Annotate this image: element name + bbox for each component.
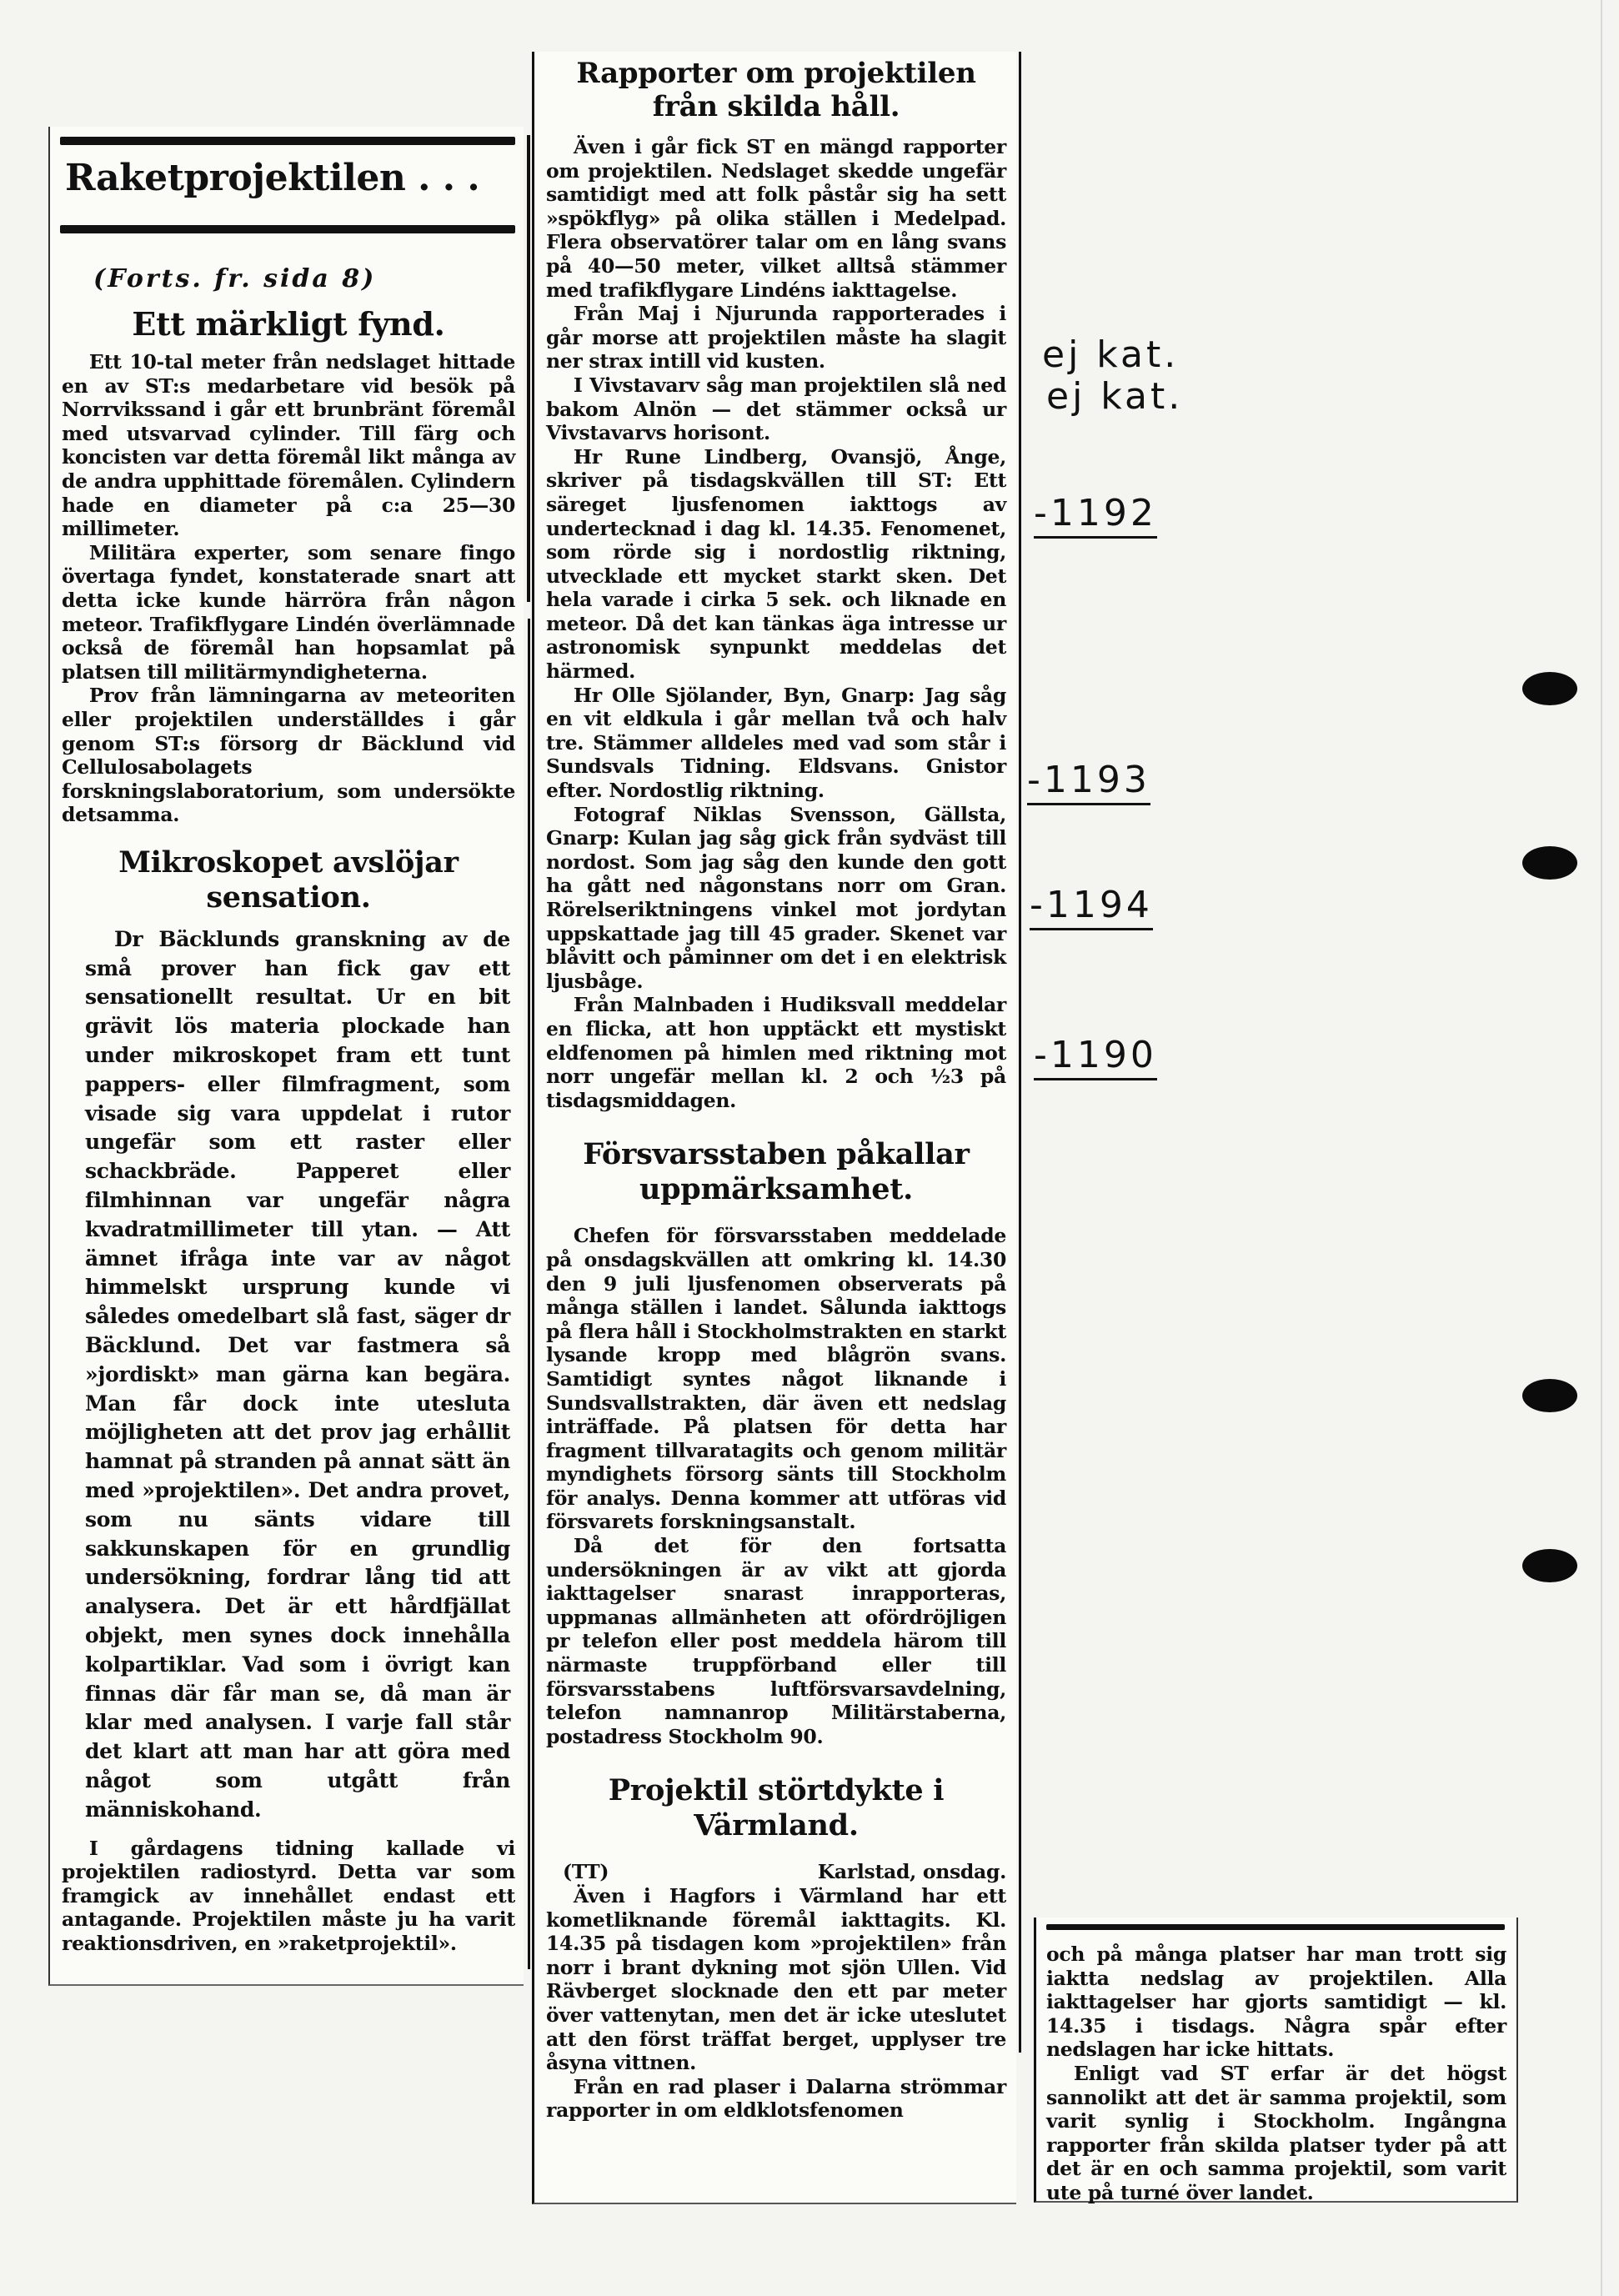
article-body [62, 300, 515, 1956]
binder-hole-icon [1522, 1379, 1577, 1412]
section-heading: Försvarsstaben påkallar uppmärksamhet. [583, 1137, 970, 1207]
section-heading: Projektil störtdykte i Värmland. [608, 1773, 945, 1843]
heading-rule-top [60, 137, 515, 145]
dateline [546, 1860, 1006, 1884]
column-rule [527, 135, 530, 602]
binder-hole-icon [1522, 846, 1577, 880]
column-rule [1019, 52, 1021, 2053]
paragraph: Ett 10-tal meter från nedslaget hittade en av ST:s medarbetare vid besök på Norrvikssand i går ett brunbränt föremål med utsvarvad cylinder. Till färg och koncisten var detta föremål likt många av de andra upphittade föremålen. Cylindern hade en diameter på c:a 25—30 millimeter. [62, 350, 515, 541]
article-body [546, 55, 1006, 2123]
paragraph: Även i Hagfors i Värmland har ett kometliknande föremål iakttagits. Kl. 14.35 på tisdagen kom »projektilen» från norr i brant dykning mot sjön Ullen. Vid Rävberget slocknade den ett par meter över vattenytan, men det är icke uteslutet att den först träffat berget, upplyser tre åsyna vittnen. [546, 1884, 1006, 2075]
binder-hole-icon [1522, 1549, 1577, 1582]
handwritten-note: -1192 [1034, 492, 1157, 539]
paragraph: Hr Olle Sjölander, Byn, Gnarp: Jag såg en vit eldkula i går mellan två och halv tre. Stämmer alldeles med vad som står i Sundsvals Tidning. Eldsvans. Gnistor efter. Nordostlig riktning. [546, 683, 1006, 803]
clipping-rapporter [532, 52, 1016, 2204]
paragraph: Från en rad plaser i Dalarna strömmar rapporter in om eldklotsfenomen [546, 2074, 1006, 2123]
paragraph: Enligt vad ST erfar är det högst sannolikt att det är samma projektil, som varit synlig i Stockholm. Ingångna rapporter från skilda platser tyder på att det är en och samma projektil, som varit ute på turné över landet. [1046, 2061, 1506, 2204]
handwritten-note: -1193 [1027, 759, 1150, 805]
paragraph: och på många platser har man trott sig iaktta nedslag av projektilen. Alla iakttagelser har gjorts samtidigt — kl. 14.35 i tisdags. Några spår efter nedslagen har icke hittats. [1046, 1943, 1506, 2062]
section-heading: Mikroskopet avslöjar sensation. [118, 845, 459, 915]
column-rule [528, 619, 530, 1969]
dateline-place: Karlstad, onsdag. [817, 1860, 1006, 1884]
paragraph: Från Maj i Njurunda rapporterades i går morse att projektilen måste ha slagit ner strax intill vid kusten. [546, 302, 1006, 373]
dateline-agency: (TT) [563, 1860, 609, 1884]
clipping-title: Raketprojektilen . . . [65, 157, 480, 199]
paragraph: Chefen för försvarsstaben meddelade på onsdagskvällen att omkring kl. 14.30 den 9 juli ljusfenomen observerats på många ställen i landet. Sålunda iakttogs på flera håll i Stockholmstrakten en starkt lysande kropp med blågrön svans. Samtidigt syntes något liknande i Sundsvallstrakten, där även ett nedslag inträffade. På platsen för detta har fragment tillvaratagits och genom militär myndighets försorg sänts till Stockholm för analys. Denna kommer att utföras vid försvarets forskningsanstalt. [546, 1224, 1006, 1534]
paragraph: Från Malnbaden i Hudiksvall meddelar en flicka, att hon upptäckt ett mystiskt eldfenomen på himlen med riktning mot norr ungefär mellan kl. 2 och ½3 på tisdagsmiddagen. [546, 993, 1006, 1112]
section-heading: Ett märkligt fynd. [132, 305, 445, 343]
handwritten-note: -1190 [1034, 1034, 1157, 1080]
heading-rule-top [1046, 1924, 1505, 1930]
paragraph: I Vivstavarv såg man projektilen slå ned bakom Alnön — det stämmer också ur Vivstavarvs horisont. [546, 373, 1006, 445]
paragraph: Militära experter, som senare fingo övertaga fyndet, konstaterade snart att detta icke kunde härröra från någon meteor. Trafikflygare Lindén överlämnade också de föremål han hopsamlat på platsen till militärmyndigheterna. [62, 540, 515, 684]
binder-hole-icon [1522, 672, 1577, 705]
paragraph: Dr Bäcklunds granskning av de små prover han fick gav ett sensationellt resultat. Ur en bit grävit lös materia plockade han under mikroskopet fram ett tunt pappers- eller filmfragment, som visade sig vara uppdelat i rutor ungefär som ett raster eller schackbräde. Papperet eller filmhinnan var ungefär några kvadratmillimeter till ytan. — Att ämnet ifråga inte var av något himmelskt ursprung kunde vi således omedelbart slå fast, säger dr Bäcklund. Det var fastmera så »jordiskt» man gärna kan begära. Man får dock inte utesluta möjligheten att det prov jag erhållit hamnat på stranden på annat sätt än med »projektilen». Det andra provet, som nu sänts vidare till sakkunskapen för en grundlig undersökning, fordrar lång tid att analysera. Det är ett hårdfjällat objekt, men synes dock innehålla kolpartiklar. Vad som i övrigt kan finnas där får man se, då man är klar med analysen. I varje fall står det klart att man har att göra med något som utgått från människohand. [85, 926, 510, 1822]
article-body [1046, 1943, 1506, 2205]
heading-rule-bottom [60, 225, 515, 233]
page-edge-line [1601, 0, 1602, 2296]
handwritten-note: ej kat. [1046, 375, 1184, 418]
clipping-continuation [1034, 1918, 1518, 2203]
handwritten-note: -1194 [1030, 884, 1153, 930]
paragraph: Även i går fick ST en mängd rapporter om projektilen. Nedslaget skedde ungefär samtidigt med att folk påstår sig ha sett »spökflyg» på olika ställen i Medelpad. Flera observatörer talar om en lång svans på 40—50 meter, vilket alltså stämmer med trafikflygare Lindéns iakttagelse. [546, 135, 1006, 302]
paragraph: Prov från lämningarna av meteoriten eller projektilen underställdes i går genom ST:s försorg dr Bäcklund vid Cellulosabolagets forskningslaboratorium, som undersökte detsamma. [62, 684, 515, 827]
paragraph: Hr Rune Lindberg, Ovansjö, Ånge, skriver på tisdagskvällen till ST: Ett säreget ljusfenomen iakttogs av undertecknad i dag kl. 14.35. Fenomenet, som rörde sig i nordostlig riktning, utvecklade ett mycket starkt sken. Det hela varade i cirka 5 sek. och liknade en meteor. Då det kan tänkas äga intresse ur astronomisk synpunkt meddelas det härmed. [546, 444, 1006, 684]
handwritten-note: ej kat. [1042, 333, 1180, 376]
closing-paragraph: I gårdagens tidning kallade vi projektilen radiostyrd. Detta var som framgick av innehållet endast ett antagande. Projektilen måste ju ha varit reaktionsdriven, en »raketprojektil». [62, 1836, 515, 1955]
paragraph: Fotograf Niklas Svensson, Gällsta, Gnarp: Kulan jag såg gick från sydväst till nordost. Som jag såg den kunde den gott ha gått ned någonstans norr om Gran. Rörelseriktningens vinkel mot jordytan uppskattade jag till 45 grader. Skenet var blåvitt och påminner om det i en elektrisk ljusbåge. [546, 802, 1006, 993]
paragraph: Då det för den fortsatta undersökningen är av vikt att gjorda iakttagelser snarast inrapporteras, uppmanas allmänheten att ofördröjligen pr telefon eller post meddela härom till närmaste truppförband eller till försvarsstabens luftförsvarsavdelning, telefon namnanrop Militärstaberna, postadress Stockholm 90. [546, 1534, 1006, 1748]
continued-from-note: (Forts. fr. sida 8) [93, 264, 377, 293]
section-heading: Rapporter om projektilen från skilda håll. [576, 57, 976, 123]
clipping-raketprojektilen [48, 127, 524, 1986]
